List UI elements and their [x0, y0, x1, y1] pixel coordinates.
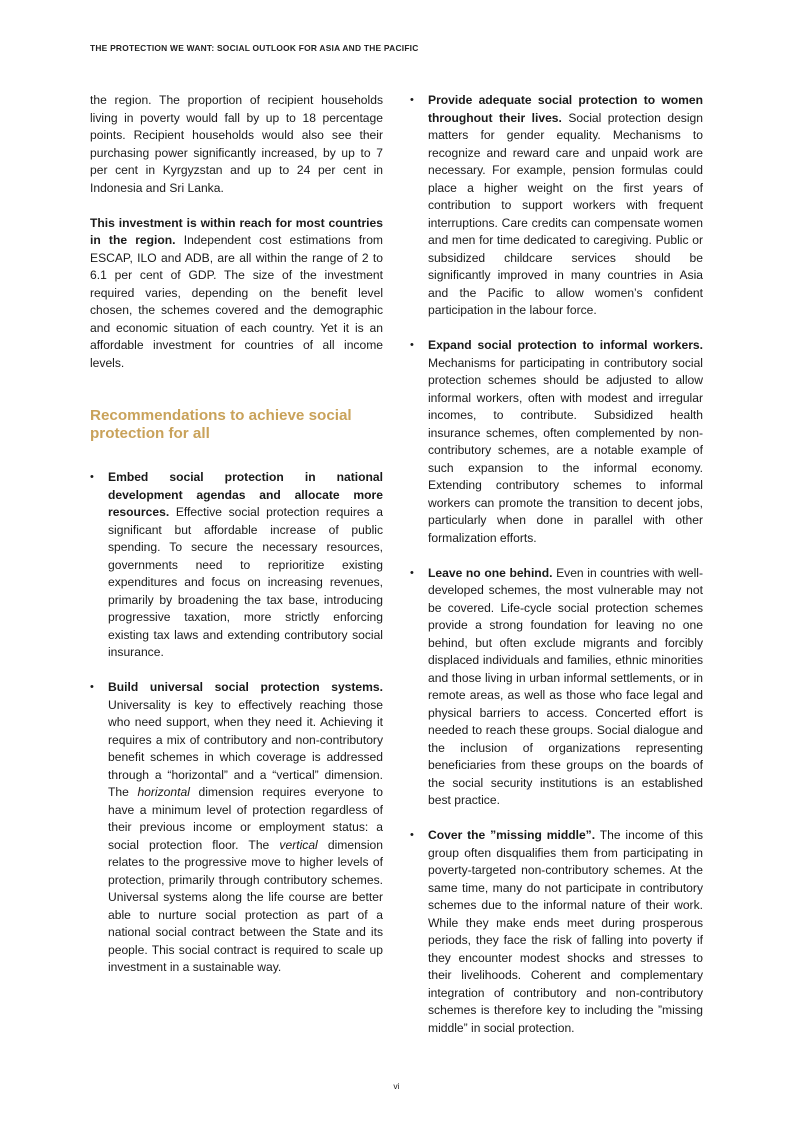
list-item — [90, 469, 383, 662]
investment-paragraph — [90, 215, 383, 373]
bullet-icon: • — [410, 94, 414, 106]
bullet-icon: • — [410, 339, 414, 351]
bullet-lead: Embed social protection in national development agendas and allocate more resources. — [108, 470, 383, 519]
bullet-lead: Build universal social protection systems. — [108, 680, 383, 694]
bullet-text: dimension relates to the progressive move to higher levels of protection, primarily through contributory schemes. Universal systems along the life course are better able to nurture social protection as part of a national social contract between the State and its people. This social contract is required to scale up investment in a sustainable way. — [108, 837, 383, 974]
bullet-text: Universality is key to effectively reaching those who need support, when they need it. Achieving it requires a mix of contributory and non-contributory benefit schemes in which coverage is addressed through a “horizontal” and a “vertical” dimension. The — [108, 697, 383, 799]
page-number: vi — [393, 1081, 400, 1091]
bullet-lead: Expand social protection to informal workers. — [428, 338, 703, 352]
intro-paragraph — [90, 92, 383, 197]
list-item — [410, 827, 703, 1037]
list-item — [410, 565, 703, 810]
bullet-icon: • — [90, 681, 94, 693]
bullet-icon: • — [90, 471, 94, 483]
bullet-icon: • — [410, 829, 414, 841]
bullet-text: Even in countries with well-developed schemes, the most vulnerable may not be covered. Life-cycle social protection schemes provide a strong foundation for leaving no one behind, but often exclude migrants and forcibly displaced individuals and families, ethnic minorities and those living in urban informal settlements, or in remote areas, as well as those who face legal and physical barriers to access. Concerted effort is needed to reach these groups. Social dialogue and the inclusion of organizations representing beneficiaries from these groups on the boards of the social security institutions is an established best practice. — [428, 565, 703, 807]
investment-lead: This investment is within reach for most countries in the region. — [90, 215, 383, 247]
recommendation-list-left — [90, 469, 383, 977]
bullet-text: Effective social protection requires a significant but affordable increase of public spending. To secure the necessary resources, governments need to reprioritize existing expenditures and focus on increasing revenues, primarily by broadening the tax base, introducing progressive taxation, more strictly enforcing existing tax laws and extending contributory social insurance. — [108, 505, 383, 659]
bullet-text: Mechanisms for participating in contributory social protection schemes should be adjusted to allow informal workers, often with modest and irregular incomes, to contribute. Subsidized health insurance schemes, often complemented by non-contributory schemes, are a notable example of such expansion to the informal economy. Extending contributory schemes to informal workers can promote the transition to decent jobs, particularly when done in parallel with other formalization efforts. — [428, 355, 703, 545]
running-header: THE PROTECTION WE WANT: SOCIAL OUTLOOK FOR ASIA AND THE PACIFIC — [90, 43, 419, 53]
bullet-text: Social protection design matters for gender equality. Mechanisms to recognize and reward care and unpaid work are necessary. For example, pension formulas could place a higher weight on the first years of contribution to support workers with frequent interruptions. Care credits can compensate women and men for time dedicated to caregiving. Public or subsidized childcare services should be significantly improved in many countries in Asia and the Pacific to allow women’s confident participation in the labour force. — [428, 110, 703, 317]
bullet-text: dimension requires everyone to have a minimum level of protection regardless of their previous income or employment status: a social protection floor. The — [108, 785, 383, 852]
right-column — [410, 92, 703, 1037]
intro-text: the region. The proportion of recipient households living in poverty would fall by up to 18 percentage points. Recipient households would also see their purchasing power significantly increased, by up to 7 per cent in Kyrgyzstan and up to 24 per cent in Indonesia and Sri Lanka. — [90, 93, 383, 195]
bullet-emphasis: vertical — [279, 837, 318, 852]
list-item — [410, 337, 703, 547]
bullet-text: The income of this group often disqualifies them from participating in poverty-targeted non-contributory schemes. At the same time, many do not participate in contributory schemes due to the informal nature of their work. While they make ends meet during prosperous periods, they face the risk of falling into poverty if they encounter modest shocks and stresses to their livelihoods. Coherent and complementary integration of contributory and non-contributory schemes is therefore key to including the ”missing middle” in social protection. — [428, 828, 703, 1035]
bullet-lead: Cover the ”missing middle”. — [428, 828, 596, 842]
bullet-emphasis: horizontal — [137, 785, 190, 799]
list-item — [90, 679, 383, 977]
left-column — [90, 92, 383, 977]
bullet-lead: Leave no one behind. — [428, 565, 553, 580]
bullet-lead: Provide adequate social protection to women throughout their lives. — [428, 93, 703, 125]
list-item — [410, 92, 703, 320]
bullet-icon: • — [410, 566, 414, 579]
section-heading: Recommendations to achieve social protection for all — [90, 407, 352, 442]
recommendation-list-right — [410, 92, 703, 1037]
investment-text: Independent cost estimations from ESCAP, ILO and ADB, are all within the range of 2 to 6.1 per cent of GDP. The size of the investment required varies, depending on the benefit level chosen, the schemes covered and the demographic and economic situation of each country. Yet it is an affordable investment for countries of all income levels. — [90, 233, 383, 370]
